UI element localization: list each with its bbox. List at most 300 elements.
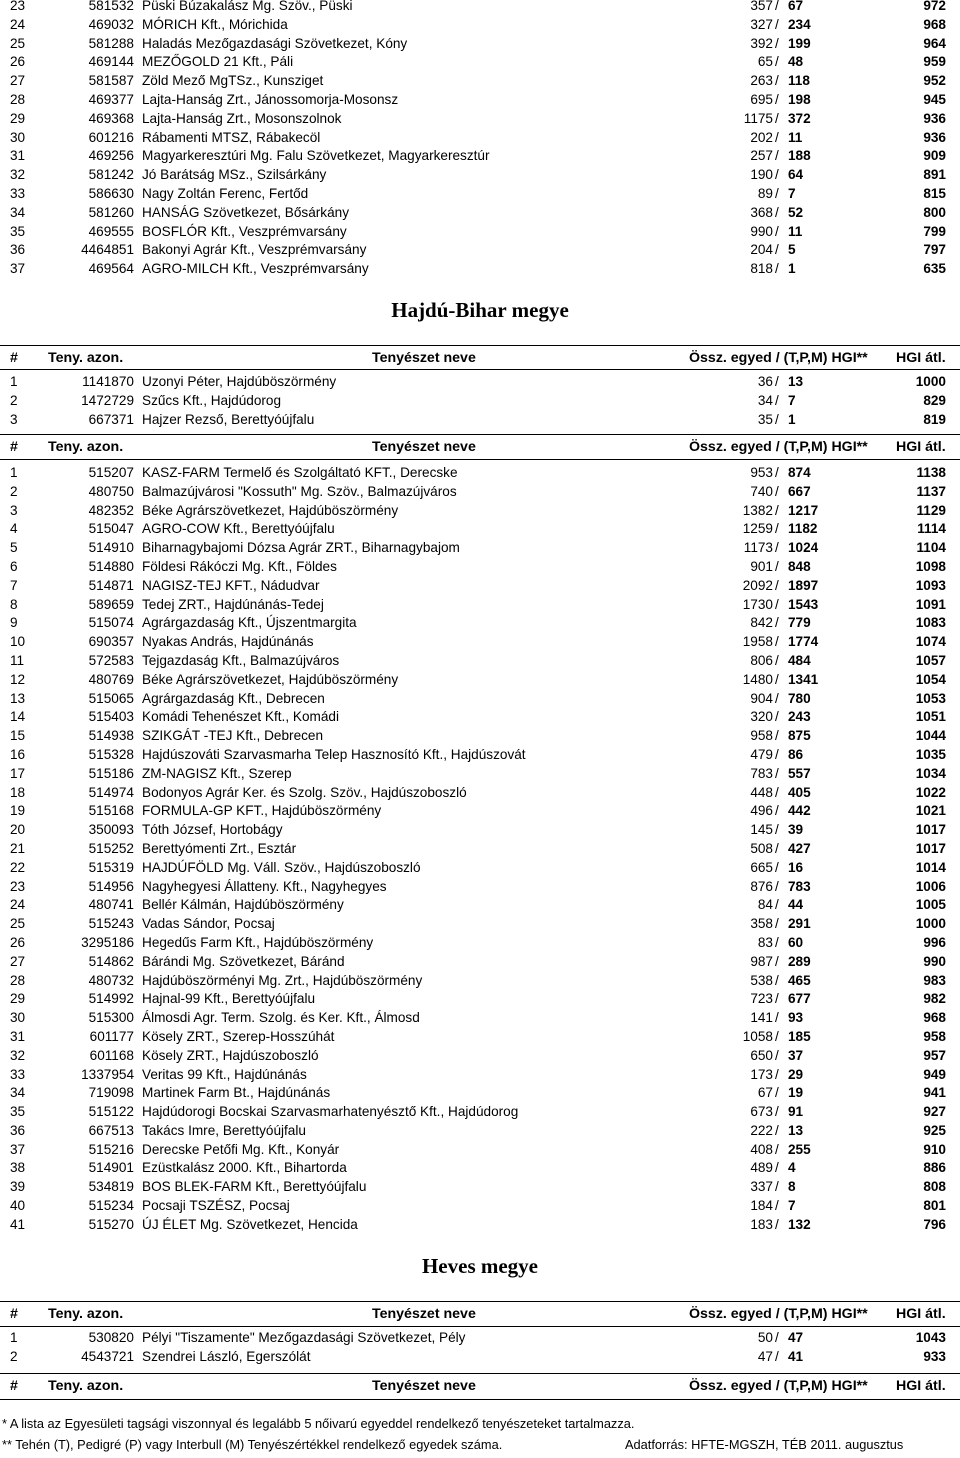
hgi-count: 667 <box>788 483 811 499</box>
hgi-average: 1043 <box>915 1330 946 1345</box>
herd-name: Nyakas András, Hajdúnánás <box>142 634 314 650</box>
hgi-count: 848 <box>788 558 811 574</box>
row-number: 3 <box>10 411 18 427</box>
herd-name: Nagyhegyesi Állatteny. Kft., Nagyhegyes <box>142 878 387 894</box>
table-row <box>0 53 960 72</box>
county-title-heves: Heves megye <box>421 1254 539 1278</box>
hgi-average: 1017 <box>915 840 946 856</box>
herd-id: 469144 <box>88 54 134 70</box>
hgi-average: 801 <box>923 1198 946 1214</box>
separator: / <box>775 558 779 574</box>
header-hash: # <box>10 1306 18 1322</box>
herd-name: Lajta-Hanság Zrt., Jánossomorja-Mosonsz <box>142 91 399 107</box>
table-row <box>0 223 960 242</box>
separator: / <box>775 577 779 593</box>
total-animals: 47 <box>757 1348 773 1364</box>
herd-id: 515234 <box>88 1198 134 1214</box>
divider <box>0 1373 960 1374</box>
hgi-count: 11 <box>788 223 803 239</box>
hgi-average: 808 <box>923 1179 946 1195</box>
hgi-count: 13 <box>788 374 804 389</box>
separator: / <box>775 223 779 239</box>
herd-id: 581242 <box>88 167 134 183</box>
row-number: 13 <box>10 690 26 706</box>
separator: / <box>775 129 779 145</box>
total-animals: 953 <box>750 465 773 480</box>
total-animals: 990 <box>750 223 773 239</box>
separator: / <box>775 91 779 107</box>
herd-name: Agrárgazdaság Kft., Debrecen <box>142 690 325 706</box>
table-row <box>0 1178 960 1197</box>
herd-id: 1141870 <box>82 374 134 389</box>
total-animals: 357 <box>750 0 773 13</box>
herd-name: Hegedűs Farm Kft., Hajdúböszörmény <box>142 934 374 950</box>
total-animals: 650 <box>750 1047 773 1063</box>
herd-name: Hajzer Rezső, Berettyóújfalu <box>142 411 315 427</box>
total-animals: 358 <box>750 916 773 932</box>
hgi-count: 1774 <box>788 634 819 650</box>
row-number: 1 <box>10 465 18 480</box>
table-row <box>0 464 960 483</box>
hgi-average: 1051 <box>915 709 946 725</box>
hgi-count: 5 <box>788 242 796 258</box>
herd-id: 515243 <box>88 916 134 932</box>
table-row <box>0 708 960 727</box>
herd-id: 469368 <box>88 110 134 126</box>
row-number: 8 <box>10 596 18 612</box>
row-number: 24 <box>10 897 26 913</box>
herd-id: 482352 <box>88 502 134 518</box>
table-row <box>0 520 960 539</box>
row-number: 23 <box>10 0 26 13</box>
row-number: 40 <box>10 1198 26 1214</box>
total-animals: 222 <box>750 1122 773 1138</box>
table-row <box>0 502 960 521</box>
herd-name: AGRO-COW Kft., Berettyóújfalu <box>142 521 335 537</box>
separator: / <box>775 822 779 838</box>
hgi-average: 1138 <box>916 465 946 480</box>
header-id: Teny. azon. <box>48 439 124 455</box>
header-egyed: Össz. egyed / (T,P,M) HGI** <box>689 1378 868 1394</box>
hgi-count: 11 <box>788 129 803 145</box>
row-number: 34 <box>10 1085 26 1101</box>
hgi-average: 909 <box>923 148 946 164</box>
total-animals: 257 <box>750 148 773 164</box>
hgi-average: 797 <box>923 242 946 258</box>
separator: / <box>775 1141 779 1157</box>
row-number: 37 <box>10 261 26 277</box>
total-animals: 904 <box>750 690 773 706</box>
separator: / <box>775 916 779 932</box>
separator: / <box>775 110 779 126</box>
herd-name: Uzonyi Péter, Hajdúböszörmény <box>142 374 337 389</box>
hgi-count: 188 <box>788 148 811 164</box>
total-animals: 50 <box>757 1330 773 1345</box>
separator: / <box>775 1216 779 1232</box>
herd-name: Takács Imre, Berettyóújfalu <box>142 1122 306 1138</box>
herd-id: 480769 <box>88 671 134 687</box>
total-animals: 34 <box>757 392 773 408</box>
total-animals: 740 <box>750 483 773 499</box>
hgi-average: 957 <box>923 1047 946 1063</box>
row-number: 36 <box>10 1122 26 1138</box>
header-name: Tenyészet neve <box>372 1378 476 1394</box>
table-row <box>0 802 960 821</box>
header-id: Teny. azon. <box>48 1306 124 1322</box>
hgi-count: 19 <box>788 1085 804 1101</box>
hgi-average: 815 <box>923 185 946 201</box>
herd-name: Hajnal-99 Kft., Berettyóújfalu <box>142 991 316 1007</box>
herd-id: 469032 <box>88 16 134 32</box>
hgi-average: 933 <box>923 1348 946 1364</box>
hgi-count: 1 <box>788 411 796 427</box>
row-number: 2 <box>10 392 18 408</box>
hgi-average: 1091 <box>915 596 946 612</box>
total-animals: 508 <box>750 840 773 856</box>
row-number: 15 <box>10 728 26 744</box>
hgi-count: 44 <box>788 897 804 913</box>
hgi-count: 67 <box>788 0 804 13</box>
herd-id: 4543721 <box>81 1348 134 1364</box>
row-number: 37 <box>10 1141 26 1157</box>
row-number: 35 <box>10 1104 26 1120</box>
row-number: 25 <box>10 35 26 51</box>
table-row <box>0 1159 960 1178</box>
total-animals: 538 <box>750 972 773 988</box>
table-row <box>0 1197 960 1216</box>
total-animals: 1173 <box>743 540 773 556</box>
total-animals: 141 <box>750 1010 773 1026</box>
hgi-count: 783 <box>788 878 811 894</box>
hgi-average: 1104 <box>916 540 946 556</box>
row-number: 19 <box>10 803 26 819</box>
separator: / <box>775 35 779 51</box>
separator: / <box>775 1047 779 1063</box>
header-avg: HGI átl. <box>896 350 946 366</box>
separator: / <box>775 634 779 650</box>
row-number: 36 <box>10 242 26 258</box>
table-row <box>0 1216 960 1235</box>
row-number: 30 <box>10 129 26 145</box>
header-avg: HGI átl. <box>896 439 946 455</box>
hgi-count: 874 <box>788 465 811 480</box>
separator: / <box>775 73 779 89</box>
herd-name: Rábamenti MTSZ, Rábakecöl <box>142 129 321 145</box>
hgi-average: 936 <box>923 129 946 145</box>
row-number: 22 <box>10 859 26 875</box>
separator: / <box>775 596 779 612</box>
herd-id: 581587 <box>88 73 134 89</box>
separator: / <box>775 148 779 164</box>
hgi-count: 557 <box>788 765 811 781</box>
table-row <box>0 558 960 577</box>
total-animals: 1958 <box>742 634 773 650</box>
separator: / <box>775 728 779 744</box>
herd-id: 601216 <box>88 129 134 145</box>
herd-name: Ezüstkalász 2000. Kft., Bihartorda <box>142 1160 347 1176</box>
separator: / <box>775 54 779 70</box>
hgi-average: 1074 <box>915 634 946 650</box>
hgi-count: 484 <box>788 652 811 668</box>
hgi-count: 64 <box>788 167 804 183</box>
total-animals: 489 <box>750 1160 773 1176</box>
total-animals: 695 <box>750 91 773 107</box>
table-row <box>0 1084 960 1103</box>
herd-name: NAGISZ-TEJ KFT., Nádudvar <box>142 577 320 593</box>
separator: / <box>775 934 779 950</box>
separator: / <box>775 167 779 183</box>
table-row <box>0 896 960 915</box>
herd-name: Balmazújvárosi "Kossuth" Mg. Szöv., Balmazújváros <box>142 483 457 499</box>
total-animals: 673 <box>750 1104 773 1120</box>
total-animals: 183 <box>750 1216 773 1232</box>
table-row <box>0 110 960 129</box>
hgi-average: 990 <box>923 953 946 969</box>
hgi-average: 958 <box>923 1028 946 1044</box>
divider <box>0 369 960 370</box>
table-row <box>0 596 960 615</box>
herd-id: 514901 <box>88 1160 134 1176</box>
table-row <box>0 241 960 260</box>
herd-id: 515168 <box>88 803 134 819</box>
herd-id: 1472729 <box>81 392 134 408</box>
hgi-count: 1217 <box>788 502 819 518</box>
total-animals: 2092 <box>742 577 773 593</box>
table-row <box>0 990 960 1009</box>
herd-id: 514871 <box>88 577 134 593</box>
herd-id: 1337954 <box>81 1066 134 1082</box>
row-number: 29 <box>10 991 26 1007</box>
hgi-average: 1014 <box>915 859 946 875</box>
herd-name: ÚJ ÉLET Mg. Szövetkezet, Hencida <box>142 1216 358 1232</box>
herd-id: 514938 <box>88 728 134 744</box>
herd-name: Földesi Rákóczi Mg. Kft., Földes <box>142 558 337 574</box>
herd-name: Tedej ZRT., Hajdúnánás-Tedej <box>142 596 324 612</box>
row-number: 24 <box>10 16 26 32</box>
total-animals: 496 <box>750 803 773 819</box>
hgi-average: 1035 <box>915 746 946 762</box>
row-number: 7 <box>10 577 18 593</box>
separator: / <box>775 521 779 537</box>
separator: / <box>775 803 779 819</box>
total-animals: 173 <box>750 1066 773 1082</box>
table-row <box>0 539 960 558</box>
separator: / <box>775 897 779 913</box>
table-row <box>0 972 960 991</box>
divider <box>0 1301 960 1302</box>
hgi-count: 255 <box>788 1141 811 1157</box>
header-avg: HGI átl. <box>896 1306 946 1322</box>
hgi-count: 780 <box>788 690 811 706</box>
hgi-count: 427 <box>788 840 811 856</box>
table-row <box>0 72 960 91</box>
separator: / <box>775 765 779 781</box>
herd-name: HAJDÚFÖLD Mg. Váll. Szöv., Hajdúszoboszló <box>142 859 421 875</box>
total-animals: 901 <box>750 558 773 574</box>
hgi-average: 1022 <box>915 784 946 800</box>
row-number: 41 <box>10 1216 26 1232</box>
table-row <box>0 35 960 54</box>
herd-id: 581288 <box>88 35 134 51</box>
herd-id: 581532 <box>88 0 134 13</box>
total-animals: 89 <box>757 185 773 201</box>
hgi-average: 796 <box>923 1216 946 1232</box>
total-animals: 723 <box>750 991 773 1007</box>
separator: / <box>775 953 779 969</box>
herd-id: 581260 <box>88 204 134 220</box>
hgi-average: 1000 <box>915 374 946 389</box>
herd-name: Komádi Tehenészet Kft., Komádi <box>142 709 339 725</box>
total-animals: 408 <box>750 1141 773 1157</box>
total-animals: 1175 <box>743 110 773 126</box>
footnote-1: * A lista az Egyesületi tagsági viszonnyal és legalább 5 nőivarú egyeddel rendelkező tenyészeteket tartalmazza. <box>2 1416 635 1431</box>
hgi-average: 949 <box>923 1066 946 1082</box>
hgi-count: 372 <box>788 110 811 126</box>
table-row <box>0 652 960 671</box>
total-animals: 35 <box>757 411 773 427</box>
table-row <box>0 727 960 746</box>
total-animals: 479 <box>750 746 773 762</box>
hgi-average: 1129 <box>916 502 946 518</box>
hgi-average: 891 <box>923 167 946 183</box>
hgi-average: 936 <box>923 110 946 126</box>
hgi-count: 132 <box>788 1216 811 1232</box>
herd-id: 514992 <box>88 991 134 1007</box>
hgi-count: 1182 <box>788 521 818 537</box>
herd-id: 480750 <box>88 483 134 499</box>
separator: / <box>775 242 779 258</box>
total-animals: 65 <box>757 54 773 70</box>
separator: / <box>775 1179 779 1195</box>
hgi-average: 968 <box>923 1010 946 1026</box>
separator: / <box>775 1085 779 1101</box>
row-number: 2 <box>10 483 18 499</box>
table-row <box>0 821 960 840</box>
hgi-count: 1 <box>788 261 796 277</box>
hgi-average: 1017 <box>915 822 946 838</box>
hgi-average: 982 <box>923 991 946 1007</box>
hgi-count: 93 <box>788 1010 804 1026</box>
row-number: 2 <box>10 1348 18 1364</box>
row-number: 12 <box>10 671 26 687</box>
table-row <box>0 1329 960 1348</box>
data-source: Adatforrás: HFTE-MGSZH, TÉB 2011. augusztus <box>625 1437 904 1452</box>
herd-id: 515403 <box>88 709 134 725</box>
total-animals: 67 <box>757 1085 773 1101</box>
hgi-average: 972 <box>923 0 946 13</box>
separator: / <box>775 690 779 706</box>
total-animals: 202 <box>750 129 773 145</box>
hgi-count: 60 <box>788 934 804 950</box>
herd-id: 667513 <box>88 1122 134 1138</box>
total-animals: 958 <box>750 728 773 744</box>
separator: / <box>775 671 779 687</box>
total-animals: 83 <box>757 934 773 950</box>
herd-id: 469256 <box>88 148 134 164</box>
row-number: 27 <box>10 73 26 89</box>
row-number: 6 <box>10 558 18 574</box>
table-row <box>0 690 960 709</box>
table-row <box>0 1348 960 1367</box>
herd-id: 515319 <box>88 859 134 875</box>
table-row <box>0 185 960 204</box>
header-name: Tenyészet neve <box>372 1306 476 1322</box>
row-number: 14 <box>10 709 26 725</box>
hgi-count: 875 <box>788 728 811 744</box>
total-animals: 184 <box>750 1198 773 1214</box>
total-animals: 806 <box>750 652 773 668</box>
herd-name: Püski Búzakalász Mg. Szöv., Püski <box>142 0 353 13</box>
row-number: 32 <box>10 167 26 183</box>
table-row <box>0 483 960 502</box>
total-animals: 1730 <box>742 596 773 612</box>
hgi-count: 16 <box>788 859 804 875</box>
row-number: 1 <box>10 1330 18 1345</box>
table-row <box>0 577 960 596</box>
row-number: 5 <box>10 540 18 556</box>
total-animals: 1259 <box>742 521 773 537</box>
separator: / <box>775 1066 779 1082</box>
herd-name: Nagy Zoltán Ferenc, Fertőd <box>142 185 309 201</box>
row-number: 29 <box>10 110 26 126</box>
herd-name: Derecske Petőfi Mg. Kft., Konyár <box>142 1141 340 1157</box>
herd-name: Vadas Sándor, Pocsaj <box>142 916 275 932</box>
herd-id: 515300 <box>88 1010 134 1026</box>
herd-name: Magyarkeresztúri Mg. Falu Szövetkezet, Magyarkeresztúr <box>142 148 490 164</box>
herd-name: Pélyi "Tiszamente" Mezőgazdasági Szövetkezet, Pély <box>142 1330 466 1345</box>
separator: / <box>775 16 779 32</box>
row-number: 31 <box>10 1028 26 1044</box>
hgi-count: 13 <box>788 1122 804 1138</box>
herd-name: KASZ-FARM Termelő és Szolgáltató KFT., Derecske <box>142 465 458 480</box>
table-row <box>0 765 960 784</box>
separator: / <box>775 483 779 499</box>
table-row <box>0 840 960 859</box>
row-number: 33 <box>10 185 26 201</box>
row-number: 28 <box>10 91 26 107</box>
table-row <box>0 1047 960 1066</box>
separator: / <box>775 746 779 762</box>
row-number: 18 <box>10 784 26 800</box>
table-row <box>0 373 960 392</box>
total-animals: 327 <box>750 16 773 32</box>
separator: / <box>775 878 779 894</box>
row-number: 30 <box>10 1010 26 1026</box>
table-prev <box>0 0 960 279</box>
table-row <box>0 260 960 279</box>
herd-name: BOSFLÓR Kft., Veszprémvarsány <box>142 223 347 239</box>
herd-name: Bakonyi Agrár Kft., Veszprémvarsány <box>142 242 367 258</box>
separator: / <box>775 652 779 668</box>
hgi-count: 29 <box>788 1066 804 1082</box>
herd-id: 350093 <box>88 822 134 838</box>
herd-name: Haladás Mezőgazdasági Szövetkezet, Kóny <box>142 35 408 51</box>
herd-id: 667371 <box>88 411 134 427</box>
herd-name: Pocsaji TSZÉSZ, Pocsaj <box>142 1198 290 1214</box>
table-row <box>0 1009 960 1028</box>
row-number: 21 <box>10 840 26 856</box>
herd-name: MÓRICH Kft., Mórichida <box>142 16 288 32</box>
table-row <box>0 1066 960 1085</box>
herd-id: 469555 <box>88 223 134 239</box>
herd-id: 515065 <box>88 690 134 706</box>
header-hash: # <box>10 350 18 366</box>
herd-name: Hajdúszováti Szarvasmarha Telep Hasznosító Kft., Hajdúszovát <box>142 746 526 762</box>
herd-id: 515074 <box>88 615 134 631</box>
header-avg: HGI átl. <box>896 1378 946 1394</box>
hgi-count: 7 <box>788 392 796 408</box>
herd-id: 3295186 <box>81 934 134 950</box>
